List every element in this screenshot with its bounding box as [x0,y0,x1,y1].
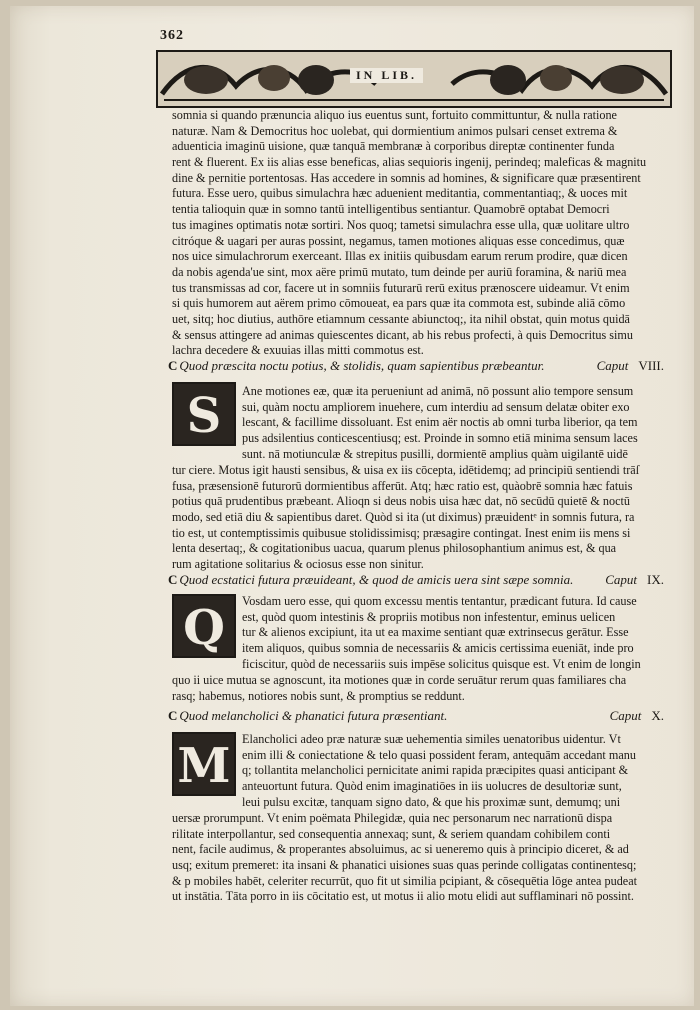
decorated-initial: Q [172,594,236,658]
text-line: quo ii uice mutua se agnoscunt, ita motiones quæ in corde seruātur rerum quas familiares cha [172,673,627,687]
text-line: tur & alienos excipiunt, ita ut ea maxime sentiant quæ extrinsecus gerātur. Esse [242,625,629,640]
text-line: pus adsilentius conticescentiusq; est. Proinde in somno etiā minima sensum laces [242,431,638,446]
chapter-title: Quod ecstatici futura præuideant, & quod de amicis uera sint sæpe somnia. [179,572,574,587]
paragraph-mark-icon: C [168,572,178,587]
text-line: item aliquos, quibus somnia de necessariis & amicis certissima eueniāt, inde pro [242,641,634,656]
text-line: si quis humorem aut aërem primo cōmoueat, ea pars quæ ita commota est, subinde aliā cōmo [172,296,626,311]
text-line: nos uice simulachrorum exerceant. Illas ex initiis quibusdam earum rerum prodire, quæ dicen [172,249,628,264]
text-line: est, quòd quom intestinis & propriis motibus non infestentur, eminus uelicen [242,609,616,624]
chapter-8-body [172,463,662,573]
chapter-10-body [172,811,662,905]
text-line: sui, quàm noctu ampliorem inuehere, cum interdiu ad sensum delatæ obiter exo [242,399,630,414]
text-line: potius quā prudentibus præbeant. Alioqn si deus nobis uisa hæc dat, nō secūdū quietē & noctū [172,494,630,509]
text-line: futura. Esse uero, quibus simulachra hæc aduenient meditantia, commentantiaq;, & uoces mit [172,186,628,201]
caput-label: Caput [605,572,638,587]
text-line: dine & pernitie portentosas. Has accedere in somnis ad homines, & significare quæ præsentirent [172,170,641,185]
text-line: tio est, ut contemptissimis quibusue stolidissimisq; præsagire contingat. Inest enim iis mens si [172,525,631,540]
text-line: aduenticia imaginū uisione, quæ tanquā membranæ à corporibus direptæ continenter funda [172,139,615,154]
text-line: uersæ prorumpunt. Vt enim poëmata Philegidæ, quia nec personarum nec narrationū dispa [172,811,613,825]
text-line: tentia talioquin quæ in somno tantū intelligentibus sentiantur. Quamobrē optabat Democri [172,202,610,217]
text-line: tus transmissas ad cor, facere ut in somniis futurarū rerū exitus prænoscere uideamur. Vt enim [172,280,630,295]
text-line: usq; exitum premeret: ita insani & phanatici uisiones suas quas perinde colligatas continentesq; [172,858,637,873]
caput-label: Caput [609,708,642,723]
chapter-heading-9 [168,572,664,592]
text-line: nent, facile audimus, & properantes absoluimus, ac si ueneremo quis à principio diceret, & ad [172,842,629,857]
chapter-9-body [172,673,662,704]
book-page [10,6,694,1006]
text-line: leui pulsu excitæ, tanquam signo dato, & que his proximæ sunt, demumq; uni [242,794,621,809]
text-line: da nobis agenda'ue sint, mox aëre primū mutato, tum deinde per auriū foramina, & nariū mea [172,264,627,279]
chapter-title: Quod melancholici & phanatici futura præsentiant. [179,708,448,723]
text-line: rum agitatione solitarius & ociosus esse non sinitur. [172,557,424,572]
chapter-title: Quod præscita noctu potius, & stolidis, quam sapientibus præbeantur. [179,358,545,373]
text-line: anteuortunt futura. Quòd enim imaginatiōes in iis uolucres de desultoriæ sunt, [242,779,622,794]
text-line: citróque & uagari per auras possint, negamus, tamen motiones aliquas esse concedimus, quæ [172,233,625,248]
caput-label: Caput [596,358,629,373]
text-line: Ane motiones eæ, quæ ita perueniunt ad animā, nō possunt alio tempore sensum [242,384,634,398]
chapter-number: VIII. [638,358,664,373]
page-number: 362 [160,28,184,43]
text-line: sunt. nā motiunculæ & strepitus pusilli, dormientē amplius quàm uigilantē uidē [242,446,628,461]
text-line: & sensus attingere ad animas quiescentes dicant, ab his rebus profecti, à quis Democritus simu [172,327,633,342]
text-line: rent & fluerent. Ex iis alias esse beneficas, alias sequioris ingenij, perindeq; maleficas & magnitu [172,155,647,170]
text-line: ficiscitur, quòd de necessariis suis impēse solicitus quisque est. Vt enim de longin [242,656,641,671]
chapter-9-wrapped-text [242,594,662,672]
text-line: rilitate interpollantur, sed consequentia annexaq; sunt, & seriem quandam cohibilem conti [172,826,611,841]
decorated-initial: M [172,732,236,796]
text-line: fusa, præsensionē futurorū dormientibus afferūt. Atq; hæc ratio est, quàobrē somnia hæc fatuis [172,478,633,493]
decorated-initial: S [172,382,236,446]
text-line: q; tollantita melancholici pernicitate animi rapida præcipites quasi anticipant & [242,763,629,778]
chapter-10-wrapped-text [242,732,662,810]
text-line: lenta desertaq;, & cogitationibus uacua, quarum plenus philosophantium animus est, & qua [172,541,617,556]
chapter-heading-8 [168,358,664,378]
text-line: enim illi & coniectatione & telo quasi possident feram, antequām accedant manu [242,747,636,762]
text-line: ut instātia. Tāta porro in iis cōcitatio est, ut motus ii alio motu elidi aut sufflaminari nō possint. [172,889,634,904]
text-line: uet, sitq; hoc diutius, authōre etiamnum cessante abiunctoq;, ita nihil obstat, quin motus quidā [172,311,630,326]
text-line: tus imagines optimatis notæ sortiri. Nos quoq; tametsi simulachra esse ulla, quæ uolitare ultro [172,217,630,232]
paragraph-mark-icon: C [168,358,178,373]
text-line: modo, sed etiā diu & sapientibus daret. Quòd si ita (ut diximus) præuidentᵉ in somnis futura, ra [172,510,635,525]
paragraph-mark-icon: C [168,708,178,723]
chapter-heading-10 [168,708,664,728]
text-line: Vosdam uero esse, qui quom excessu mentis tentantur, prædicant futura. Id cause [242,594,637,608]
text-line: lescant, & facillime dissoluant. Est enim aër noctis ab omni turba liberior, qa tem [242,415,638,430]
text-line: naturæ. Nam & Democritus hoc uolebat, qui dormientium animos pulsari censet extrema & [172,123,618,138]
text-line: rasq; habemus, notiores nobis sunt, & promptius se reddunt. [172,688,465,703]
text-line: & p mobiles habēt, celeriter recurrūt, quo fit ut similia pcipiant, & cōsequētia lōge antea pudeat [172,873,637,888]
text-block-intro [172,108,662,359]
chapter-number: X. [651,708,664,723]
text-line: somnia si quando prænuncia aliquo ius euentus sunt, fortuito committuntur, & nulla ratione [172,108,617,122]
text-line: Elancholici adeo præ naturæ suæ uehementia similes uenatoribus uidentur. Vt [242,732,621,746]
chapter-number: IX. [647,572,664,587]
text-line: lachra decedere & exuuias illas mitti commotus est. [172,343,424,358]
text-line: tur ciere. Motus igit hausti sensibus, & uisa ex iis cōcepta, idētidemq; ad principiū sentiendi trāſ [172,463,640,477]
chapter-8-wrapped-text [242,384,662,462]
running-head: IN LIB. [350,68,423,83]
